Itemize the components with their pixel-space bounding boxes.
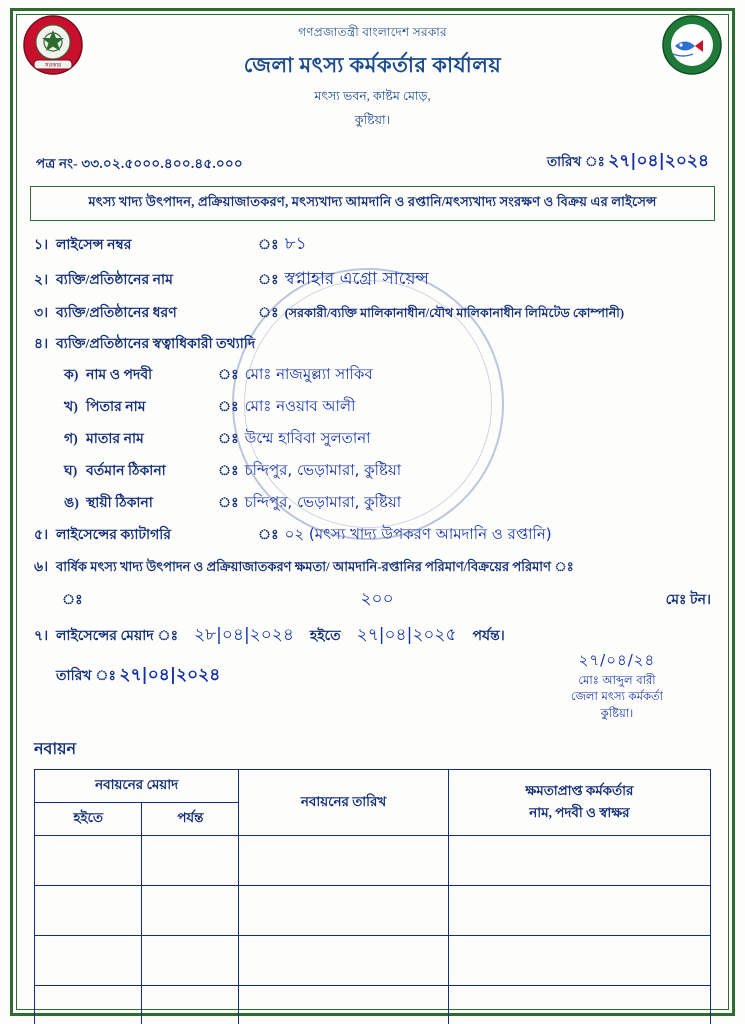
field-owner-details	[34, 332, 711, 356]
office-title: জেলা মৎস্য কর্মকর্তার কার্যালয়	[243, 53, 502, 77]
field-number: ৬।	[34, 560, 49, 575]
cell-from[interactable]	[35, 986, 142, 1024]
header-officer-line2: নাম, পদবী ও স্বাক্ষর	[529, 804, 630, 820]
subfield-colon: ঃ	[218, 432, 239, 447]
table-row	[35, 886, 711, 936]
field-label: লাইসেন্সের মেয়াদ ঃ	[56, 629, 179, 644]
field-institution-type	[34, 301, 711, 325]
subfield-colon: ঃ	[218, 400, 239, 415]
subfield-number: খ)	[64, 400, 78, 415]
renewal-section-title: নবায়ন	[34, 741, 77, 758]
subfield-number: ক)	[64, 368, 79, 383]
field-label: বার্ষিক মৎস্য খাদ্য উৎপাদন ও প্রক্রিয়াজাতকরণ ক্ষমতা/ আমদানি-রপ্তানির পরিমাণ/বিক্রয়ের পরিমাণ ঃ	[56, 559, 574, 574]
subfield-label: মাতার নাম	[86, 432, 144, 447]
cell-to[interactable]	[142, 836, 239, 886]
subfield-colon: ঃ	[218, 464, 239, 479]
header-renewal-period: নবায়নের মেয়াদ	[35, 770, 239, 803]
footer-date-label: তারিখ ঃ	[56, 669, 116, 684]
field-license-validity	[34, 622, 711, 650]
cell-date[interactable]	[239, 836, 449, 886]
document-header	[26, 22, 719, 132]
footer-date	[56, 662, 220, 690]
subfield-label: বর্তমান ঠিকানা	[86, 464, 166, 479]
subfield-number: ঙ)	[64, 496, 79, 511]
field-number: ২।	[34, 273, 49, 288]
subfield-permanent-address	[64, 491, 711, 516]
field-license-category	[34, 523, 711, 548]
subfield-value: চন্দিপুর, ভেড়ামারা, কুষ্টিয়া	[244, 493, 402, 511]
field-license-number	[34, 231, 711, 259]
document-content	[26, 22, 719, 1002]
field-label: লাইসেন্স নম্বর	[56, 238, 132, 253]
subfield-number: ঘ)	[64, 464, 78, 479]
cell-officer[interactable]	[448, 836, 710, 886]
field-number: ৫।	[34, 528, 49, 543]
cell-date[interactable]	[239, 936, 449, 986]
field-label: ব্যক্তি/প্রতিষ্ঠানের স্বত্বাধিকারী তথ্যাদি	[56, 337, 256, 352]
table-row	[35, 936, 711, 986]
table-row	[35, 986, 711, 1024]
field-colon: ঃ	[258, 306, 279, 321]
memo-date-label: তারিখ ঃ	[547, 154, 605, 169]
validity-to-value: ২৭|০৪|২০২৫	[356, 625, 457, 645]
field-number: ১।	[34, 238, 49, 253]
memo-date-value: ২৭|০৪|২০২৪	[608, 151, 709, 171]
subfield-owner-name	[64, 363, 711, 388]
cell-officer[interactable]	[448, 886, 710, 936]
memo-value: ৩৩.০২.৫০০০.৪০০.৪৫.০০০	[81, 156, 243, 171]
field-colon: ঃ	[258, 238, 279, 253]
capacity-value: ২০০	[360, 589, 394, 609]
field-annual-capacity-value-row	[34, 586, 711, 614]
cell-to[interactable]	[142, 986, 239, 1024]
field-annual-capacity	[34, 555, 711, 579]
cell-to[interactable]	[142, 886, 239, 936]
field-number: ৭।	[34, 629, 49, 644]
memo-label: পত্র নং-	[36, 156, 78, 171]
renewal-table	[34, 769, 711, 1024]
table-header-row	[35, 770, 711, 803]
subfield-label: পিতার নাম	[86, 400, 146, 415]
validity-end-label: পর্যন্ত।	[472, 629, 505, 644]
cell-officer[interactable]	[448, 936, 710, 986]
cell-from[interactable]	[35, 886, 142, 936]
subfield-label: স্থায়ী ঠিকানা	[86, 496, 153, 511]
subfield-number: গ)	[64, 432, 78, 447]
officer-name: মোঃ আব্দুল বারী	[578, 672, 656, 687]
license-fields	[26, 231, 719, 730]
field-value: (সরকারী/ব্যক্তি মালিকানাধীন/যৌথ মালিকানাধীন লিমিটেড কোম্পানী)	[284, 306, 625, 320]
memo-date-row	[26, 148, 719, 176]
svg-text:সরকার: সরকার	[44, 62, 62, 69]
header-officer-line1: ক্ষমতাপ্রাপ্ত কর্মকর্তার	[525, 782, 634, 798]
subfield-father-name	[64, 395, 711, 420]
subfield-present-address	[64, 459, 711, 484]
officer-title: জেলা মৎস্য কর্মকর্তা	[570, 689, 663, 704]
header-from: হইতে	[35, 803, 142, 836]
field-colon: ঃ	[258, 273, 279, 288]
field-label: লাইসেন্সের ক্যাটাগরি	[56, 528, 171, 543]
subfield-value: মোঃ নওয়াব আলী	[244, 397, 356, 415]
cell-officer[interactable]	[448, 986, 710, 1024]
field-value: ৮১	[284, 234, 307, 254]
memo-number	[36, 153, 243, 176]
cell-date[interactable]	[239, 986, 449, 1024]
footer-date-value: ২৭|০৪|২০২৪	[119, 665, 221, 685]
officer-place: কুষ্টিয়া।	[600, 706, 634, 721]
officer-signature: ২৭/০৪/২৪	[578, 651, 656, 669]
cell-to[interactable]	[142, 936, 239, 986]
office-address-line1: মৎস্য ভবন, কাষ্টম মোড়,	[314, 89, 431, 103]
subfield-colon: ঃ	[218, 496, 239, 511]
subfield-value: চন্দিপুর, ভেড়ামারা, কুষ্টিয়া	[244, 461, 402, 479]
signature-area	[34, 651, 711, 730]
field-number: ৩।	[34, 306, 49, 321]
subfield-value: উম্মে হাবিবা সুলতানা	[244, 429, 371, 447]
validity-middle-label: হইতে	[309, 629, 341, 644]
validity-from-value: ২৮|০৪|২০২৪	[194, 625, 294, 645]
subfield-colon: ঃ	[218, 368, 239, 383]
field-label: ব্যক্তি/প্রতিষ্ঠানের নাম	[56, 273, 173, 288]
field-value: স্বপ্নাহার এগ্রো সায়েন্স	[284, 269, 429, 289]
cell-from[interactable]	[35, 836, 142, 886]
memo-date	[547, 148, 709, 176]
header-to: পর্যন্ত	[142, 803, 239, 836]
govt-line: গণপ্রজাতন্ত্রী বাংলাদেশ সরকার	[298, 25, 447, 39]
field-label: ব্যক্তি/প্রতিষ্ঠানের ধরণ	[56, 306, 177, 321]
field-value: ০২ (মৎস্য খাদ্য উপকরণ আমদানি ও রপ্তানি)	[284, 525, 552, 543]
header-authorized-officer	[448, 770, 710, 836]
license-title-box: মৎস্য খাদ্য উৎপাদন, প্রক্রিয়াজাতকরণ, মৎস্যখাদ্য আমদানি ও রপ্তানি/মৎস্যখাদ্য সংরক্ষণ ও বিক্রয় এর লাইসেন্স	[30, 186, 715, 221]
field-number: ৪।	[34, 337, 49, 352]
cell-from[interactable]	[35, 936, 142, 986]
header-renewal-date: নবায়নের তারিখ	[239, 770, 449, 836]
field-institution-name	[34, 266, 711, 294]
field-colon: ঃ	[258, 528, 279, 543]
subfield-value: মোঃ নাজমুল্ল্যা সাকিব	[244, 365, 373, 383]
capacity-unit: মেঃ টন।	[665, 593, 711, 608]
capacity-colon: ঃ	[62, 593, 83, 608]
officer-signature-block	[571, 650, 663, 722]
cell-date[interactable]	[239, 886, 449, 936]
subfield-label: নাম ও পদবী	[86, 368, 153, 383]
office-address-line2: কুষ্টিয়া।	[354, 113, 391, 127]
subfield-mother-name	[64, 427, 711, 452]
table-row	[35, 836, 711, 886]
